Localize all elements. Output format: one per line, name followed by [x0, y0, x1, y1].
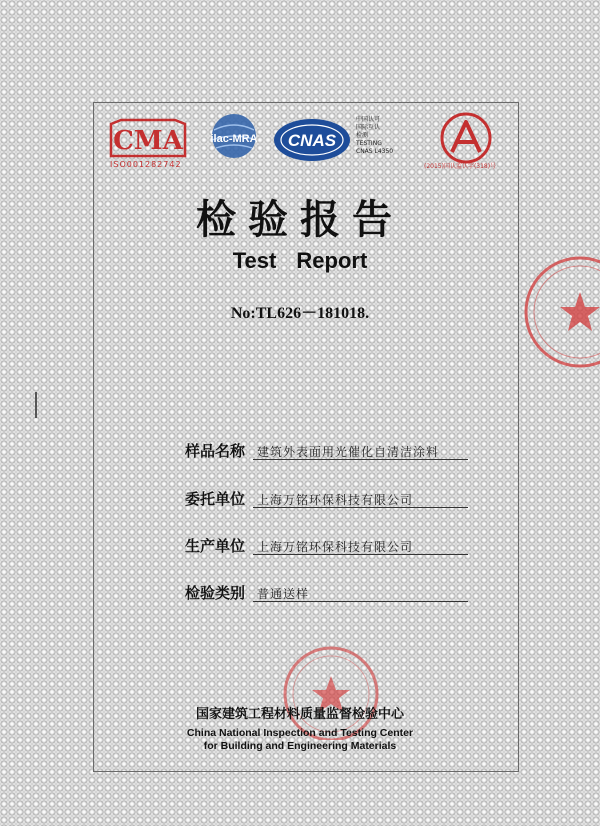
cnas-side-line: TESTING [356, 140, 382, 147]
cnas-logo [272, 116, 352, 164]
field-value: 普通送样 [257, 587, 310, 601]
field-underline [253, 507, 468, 508]
field-value: 建筑外表面用光催化自清洁涂料 [257, 445, 440, 459]
ca-accreditation-number: (2015)国认监认字(318)号 [424, 163, 497, 170]
cnas-side-line: CNAS L4350 [356, 148, 394, 155]
issuer-name-en-line2: for Building and Engineering Materials [203, 740, 397, 752]
field-label: 委托单位 [185, 490, 246, 508]
cnas-logo-text: CNAS [287, 131, 337, 150]
cma-logo-text: CMA [113, 126, 183, 156]
field-underline [253, 459, 468, 460]
field-label: 生产单位 [185, 537, 246, 555]
cnas-side-line: 中国认可 [356, 116, 381, 123]
field-value: 上海万铭环保科技有限公司 [257, 540, 414, 554]
field-underline [253, 554, 468, 555]
field-underline [253, 601, 468, 602]
cnas-side-line: 国际互认 [356, 124, 381, 131]
report-number: No:TL626－181018. [230, 305, 370, 322]
report-title-cn: 检验报告 [196, 196, 404, 243]
seal-star-icon [560, 292, 600, 331]
cnas-side-line: 检测 [356, 132, 369, 139]
field-label: 检验类别 [185, 584, 246, 602]
official-seal-bottom [266, 640, 396, 740]
issuer-name-cn: 国家建筑工程材料质量监督检验中心 [195, 707, 404, 722]
ilac-logo-text: ilac-MRA [210, 133, 258, 145]
field-label: 样品名称 [185, 442, 246, 460]
field-value: 上海万铭环保科技有限公司 [257, 493, 414, 507]
report-title-en: Test Report [232, 248, 368, 273]
cma-number: ISO001282742 [110, 160, 182, 169]
binding-mark [35, 392, 37, 418]
issuer-name-en-line1: China National Inspection and Testing Center [186, 727, 414, 739]
cnas-accreditation-text [356, 116, 416, 176]
ilac-mra-logo [200, 112, 268, 164]
official-seal-right [520, 252, 600, 372]
